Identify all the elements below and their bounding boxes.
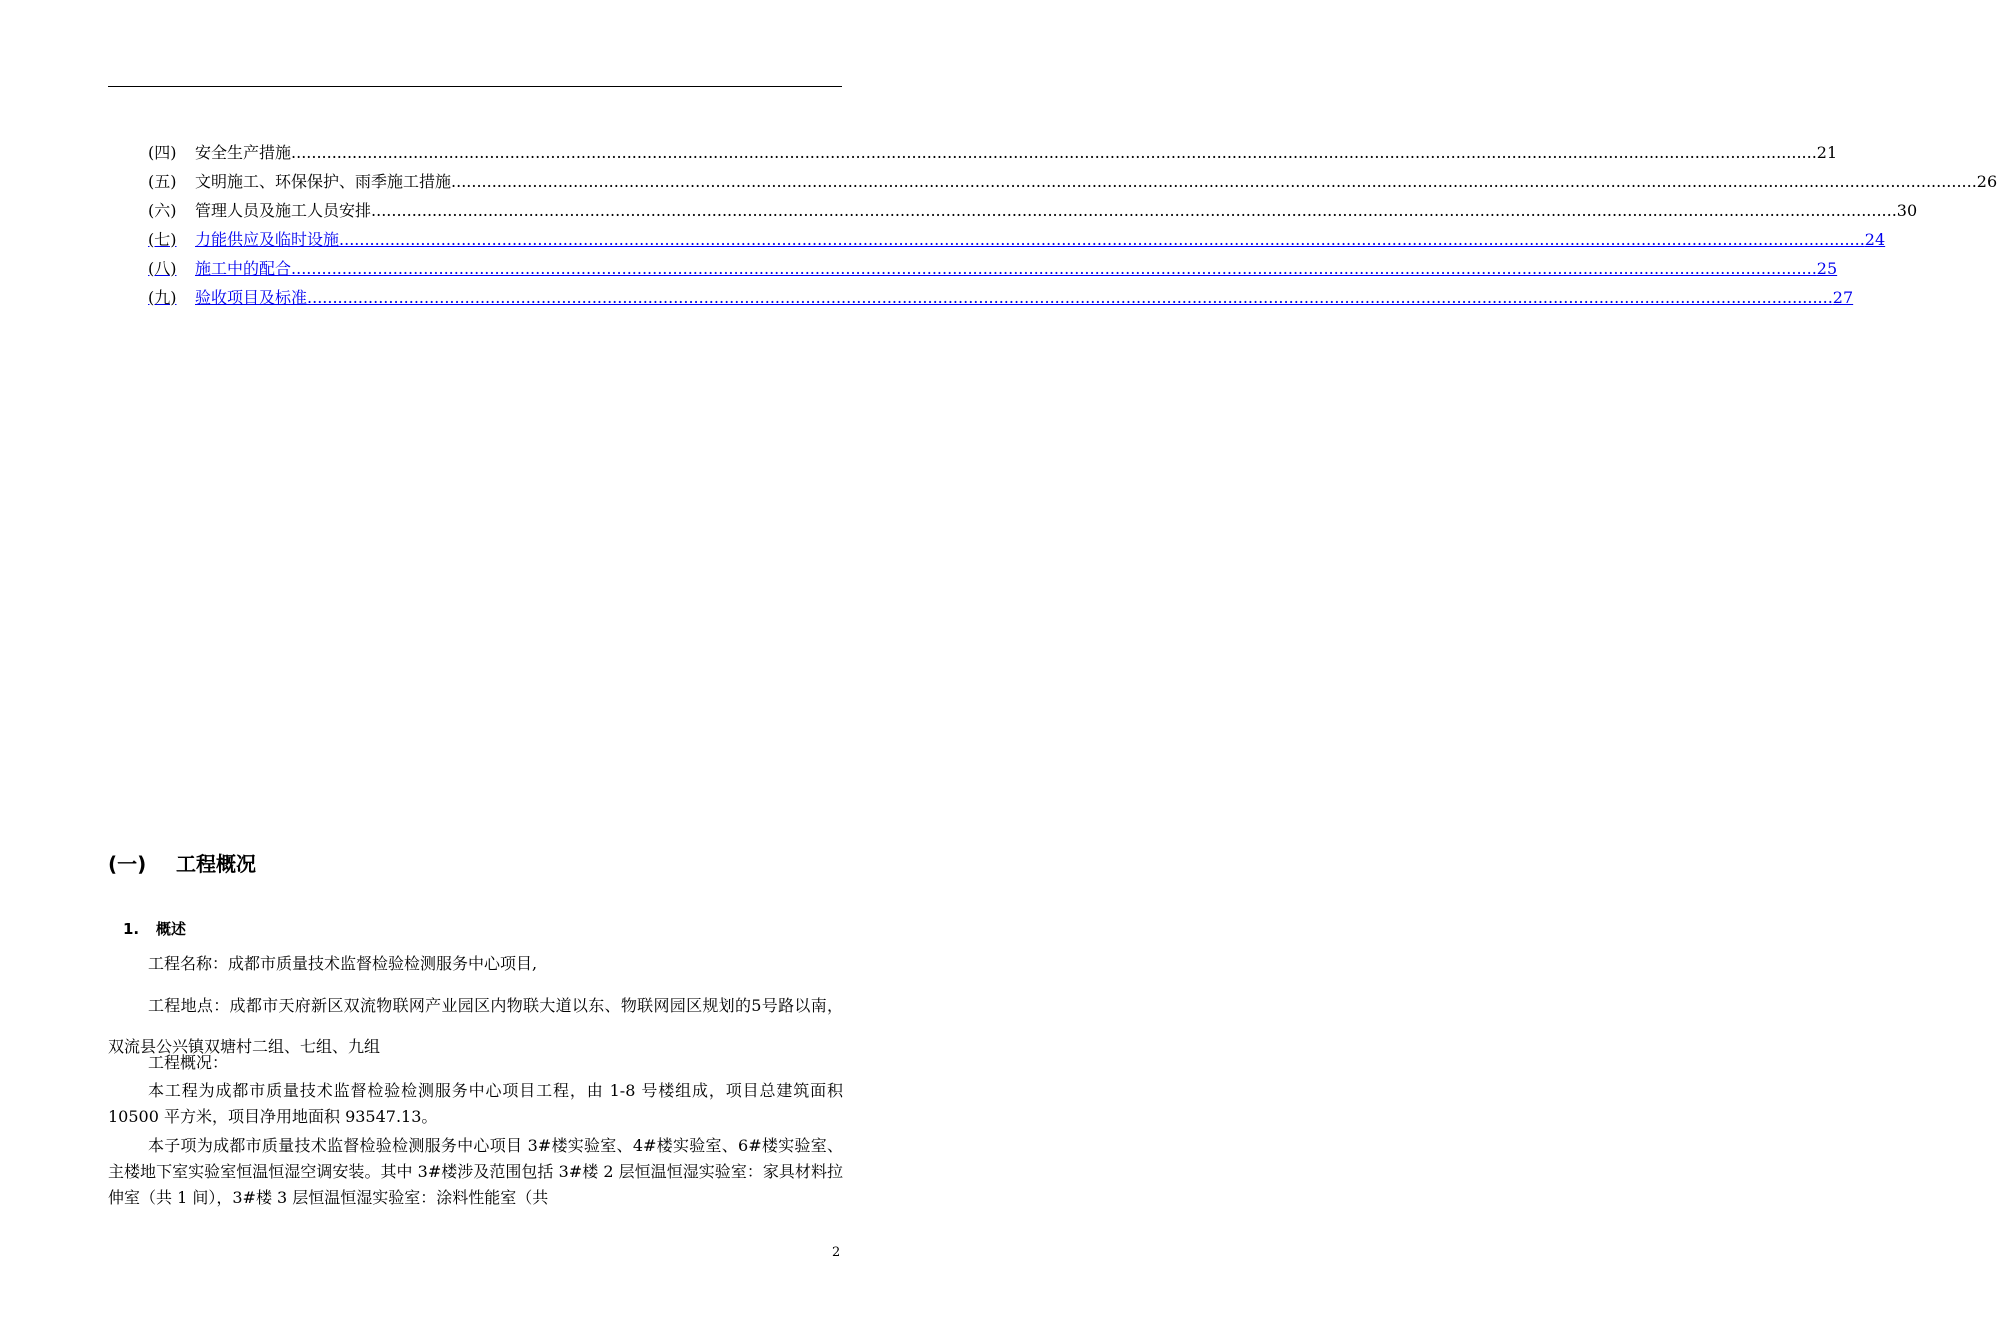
toc-entry-page: 21 — [1816, 143, 1838, 162]
toc-dot-leader: ............................................................................................................................................................................................................................................................................................................ — [371, 201, 1897, 220]
toc-entry-title[interactable]: 施工中的配合 — [195, 259, 292, 278]
page-number: 2 — [832, 1245, 841, 1260]
subsection-heading-number: 1. — [123, 920, 140, 938]
toc-entry-title[interactable]: 力能供应及临时设施 — [195, 230, 340, 249]
toc-entry — [148, 196, 1918, 225]
toc-dot-leader: ............................................................................................................................................................................................................................................................................................................ — [307, 288, 1833, 307]
toc-link-entry[interactable] — [148, 283, 1854, 312]
toc-dot-leader: ............................................................................................................................................................................................................................................................................................................ — [451, 172, 1977, 191]
toc-entry-number: (五) — [148, 172, 177, 191]
toc-entry-page[interactable]: 27 — [1832, 288, 1854, 307]
toc-entry-page[interactable]: 24 — [1864, 230, 1886, 249]
project-location-paragraph: 工程地点：成都市天府新区双流物联网产业园区内物联大道以东、物联网园区规划的5号路以南，双流县公兴镇双塘村二组、七组、九组 — [108, 996, 843, 1056]
toc-dot-leader: ............................................................................................................................................................................................................................................................................................................ — [291, 259, 1817, 278]
overview-paragraph-2: 本子项为成都市质量技术监督检验检测服务中心项目 3#楼实验室、4#楼实验室、6#楼实验室、主楼地下室实验室恒温恒湿空调安装。其中 3#楼涉及范围包括 3#楼 2 层恒温恒湿实验室：家具材料拉伸室（共 1 间），3#楼 3 层恒温恒湿实验室：涂料性能室（共 — [108, 1136, 843, 1207]
subsection-heading-title: 概述 — [156, 920, 187, 938]
toc-entry-number: (九) — [148, 288, 177, 307]
toc-entry — [148, 167, 1997, 196]
project-name-paragraph: 工程名称：成都市质量技术监督检验检测服务中心项目, — [148, 954, 538, 973]
section-heading — [108, 848, 256, 877]
toc-entry-number: (六) — [148, 201, 177, 220]
toc-entry-title: 安全生产措施 — [195, 143, 292, 162]
toc-link-entry[interactable] — [148, 225, 1886, 254]
subsection-heading — [123, 918, 186, 939]
toc-entry-page: 26 — [1976, 172, 1997, 191]
toc-dot-leader: ............................................................................................................................................................................................................................................................................................................ — [291, 143, 1817, 162]
toc-entry-page: 30 — [1896, 201, 1918, 220]
section-heading-number: (一) — [108, 852, 147, 876]
toc-entry-title[interactable]: 验收项目及标准 — [195, 288, 308, 307]
header-rule — [108, 86, 842, 87]
toc-entry-title: 文明施工、环保保护、雨季施工措施 — [195, 172, 452, 191]
toc-dot-leader: ............................................................................................................................................................................................................................................................................................................ — [339, 230, 1865, 249]
table-of-contents — [148, 138, 1997, 312]
toc-entry-number: (四) — [148, 143, 177, 162]
toc-link-entry[interactable] — [148, 254, 1838, 283]
toc-entry-page[interactable]: 25 — [1816, 259, 1838, 278]
toc-entry — [148, 138, 1838, 167]
toc-entry-number: (七) — [148, 230, 177, 249]
section-heading-title: 工程概况 — [176, 852, 256, 876]
toc-entry-title: 管理人员及施工人员安排 — [195, 201, 372, 220]
project-overview-label: 工程概况： — [148, 1053, 229, 1072]
overview-paragraph-1: 本工程为成都市质量技术监督检验检测服务中心项目工程，由 1-8 号楼组成，项目总建筑面积 10500 平方米，项目净用地面积 93547.13。 — [108, 1081, 843, 1126]
toc-entry-number: (八) — [148, 259, 177, 278]
